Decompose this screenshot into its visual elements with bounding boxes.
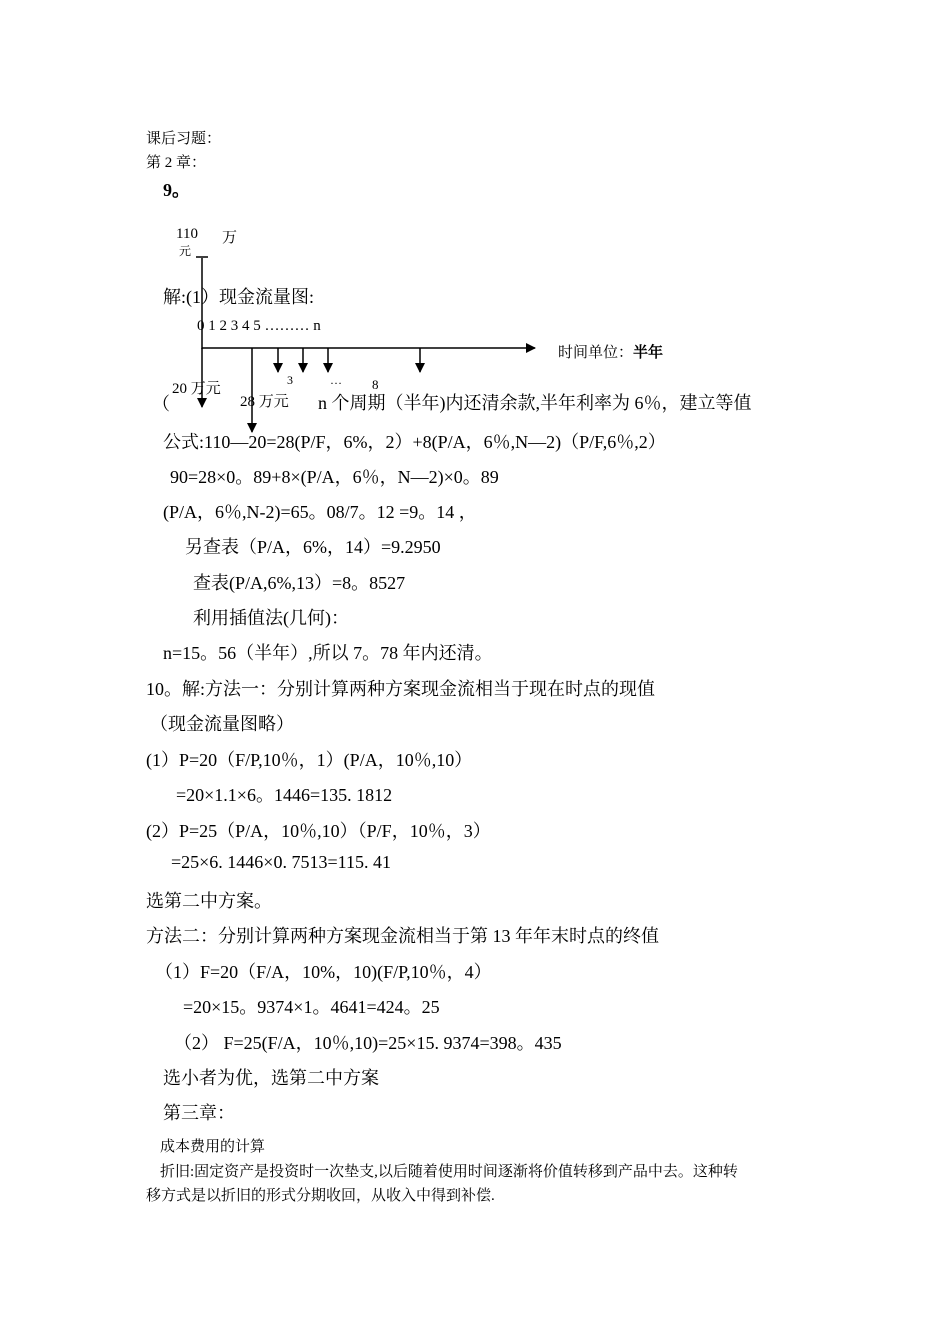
- time-unit-prefix: 时间单位：: [558, 345, 634, 361]
- outflow-20-label: 20 万元: [172, 381, 221, 397]
- p1-calc: =20×1.1×6。1446=135. 1812: [176, 785, 393, 805]
- cost-title: 成本费用的计算: [160, 1139, 266, 1155]
- line2-prefix: （: [152, 394, 170, 414]
- equation-1: 90=28×0。89+8×(P/A，6％，N—2)×0。89: [170, 467, 499, 487]
- p2-calc: =25×6. 1446×0. 7513=115. 41: [171, 852, 391, 872]
- problem-10-intro: 10。解:方法一：分别计算两种方案现金流相当于现在时点的现值: [146, 679, 655, 699]
- formula-line: 公式:110—20=28(P/F，6%，2）+8(P/A，6％,N—2)（P/F,6％,2）: [163, 432, 666, 452]
- exercises-title: 课后习题：: [146, 131, 222, 147]
- chapter-2-heading: 第 2 章：: [146, 155, 207, 171]
- small-label-dots: …: [330, 373, 342, 387]
- choice-1: 选第二中方案。: [146, 891, 272, 911]
- p2-formula: (2）P=25（P/A，10％,10）（P/F，10％，3）: [146, 821, 491, 841]
- f1-formula: （1）F=20（F/A，10%，10)(F/P,10％，4）: [155, 962, 492, 982]
- top-amount-label: 110: [176, 226, 198, 242]
- result-line: n=15。56（半年）,所以 7。78 年内还清。: [163, 643, 493, 663]
- chapter-3-heading: 第三章：: [163, 1103, 235, 1123]
- time-unit-value: 半年: [633, 345, 664, 361]
- depreciation-line-1: 折旧:固定资产是投资时一次垫支,以后随着使用时间逐渐将价值转移到产品中去。这种转: [160, 1164, 738, 1180]
- p1-formula: (1）P=20（F/P,10％，1）(P/A，10％,10）: [146, 750, 473, 770]
- problem-10-note: （现金流量图略）: [150, 714, 294, 734]
- equation-2: (P/A，6％,N-2)=65。08/7。12 =9。14 ，: [163, 502, 477, 522]
- time-unit-label: [558, 341, 663, 362]
- f1-calc: =20×15。9374×1。4641=424。25: [183, 997, 440, 1017]
- line2-text: n 个周期（半年)内还清余款,半年利率为 6％，建立等值: [318, 393, 752, 413]
- method-2: 方法二：分别计算两种方案现金流相当于第 13 年年末时点的终值: [146, 926, 659, 946]
- depreciation-line-2: 移方式是以折旧的形式分期收回，从收入中得到补偿.: [146, 1188, 495, 1204]
- solution-title: 解:(1）现金流量图:: [163, 287, 314, 307]
- choice-2: 选小者为优，选第二中方案: [163, 1068, 379, 1088]
- problem-9-number: 9。: [163, 180, 190, 200]
- small-label-8: 8: [372, 377, 379, 392]
- time-axis-labels: 0 1 2 3 4 5 ……… n: [197, 318, 321, 334]
- small-label-3: 3: [287, 373, 293, 387]
- top-unit-cut-label: 元: [179, 244, 192, 258]
- interpolation-line: 利用插值法(几何)：: [193, 608, 349, 628]
- lookup-2: 查表(P/A,6%,13）=8。8527: [193, 573, 406, 593]
- lookup-1: 另查表（P/A，6%，14）=9.2950: [185, 537, 441, 557]
- f2-formula: （2） F=25(F/A，10％,10)=25×15. 9374=398。435: [174, 1033, 562, 1053]
- outflow-28-label: 28 万元: [240, 394, 289, 410]
- top-unit-label: 万: [222, 230, 238, 246]
